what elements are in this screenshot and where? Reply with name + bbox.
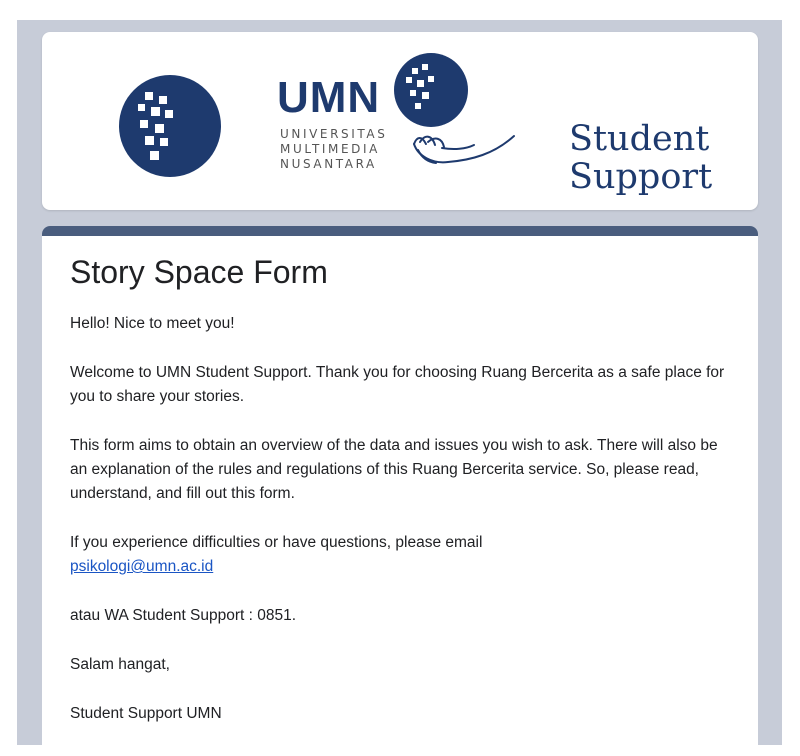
form-description — [70, 312, 730, 751]
signature-text: Student Support UMN — [70, 705, 222, 722]
wa-contact-text: atau WA Student Support : 0851. — [70, 607, 297, 624]
closing-text: Salam hangat, — [70, 656, 170, 673]
email-link[interactable]: psikologi@umn.ac.id — [70, 558, 214, 575]
page-title: Story Space Form — [70, 254, 328, 290]
form-header-card — [42, 226, 758, 756]
umn-subtitle: UNIVERSITAS MULTIMEDIA NUSANTARA — [280, 127, 388, 171]
umn-wordmark: UMN — [277, 73, 381, 122]
header-banner — [42, 32, 758, 210]
welcome-text: Welcome to UMN Student Support. Thank you for choosing Ruang Bercerita as a safe place for you to share your stories. — [70, 364, 725, 405]
contact-paragraph — [70, 531, 730, 579]
aim-text: This form aims to obtain an overview of the data and issues you wish to ask. There will also be an explanation of the rules and regulations of this Ruang Bercerita service. So, please read, understand, and fill out this form. — [70, 437, 718, 502]
contact-intro-text: If you experience difficulties or have questions, please email — [70, 534, 483, 551]
student-support-wordmark: Student Support — [569, 119, 713, 197]
greeting-text: Hello! Nice to meet you! — [70, 315, 235, 332]
card-accent-bar — [42, 226, 758, 236]
